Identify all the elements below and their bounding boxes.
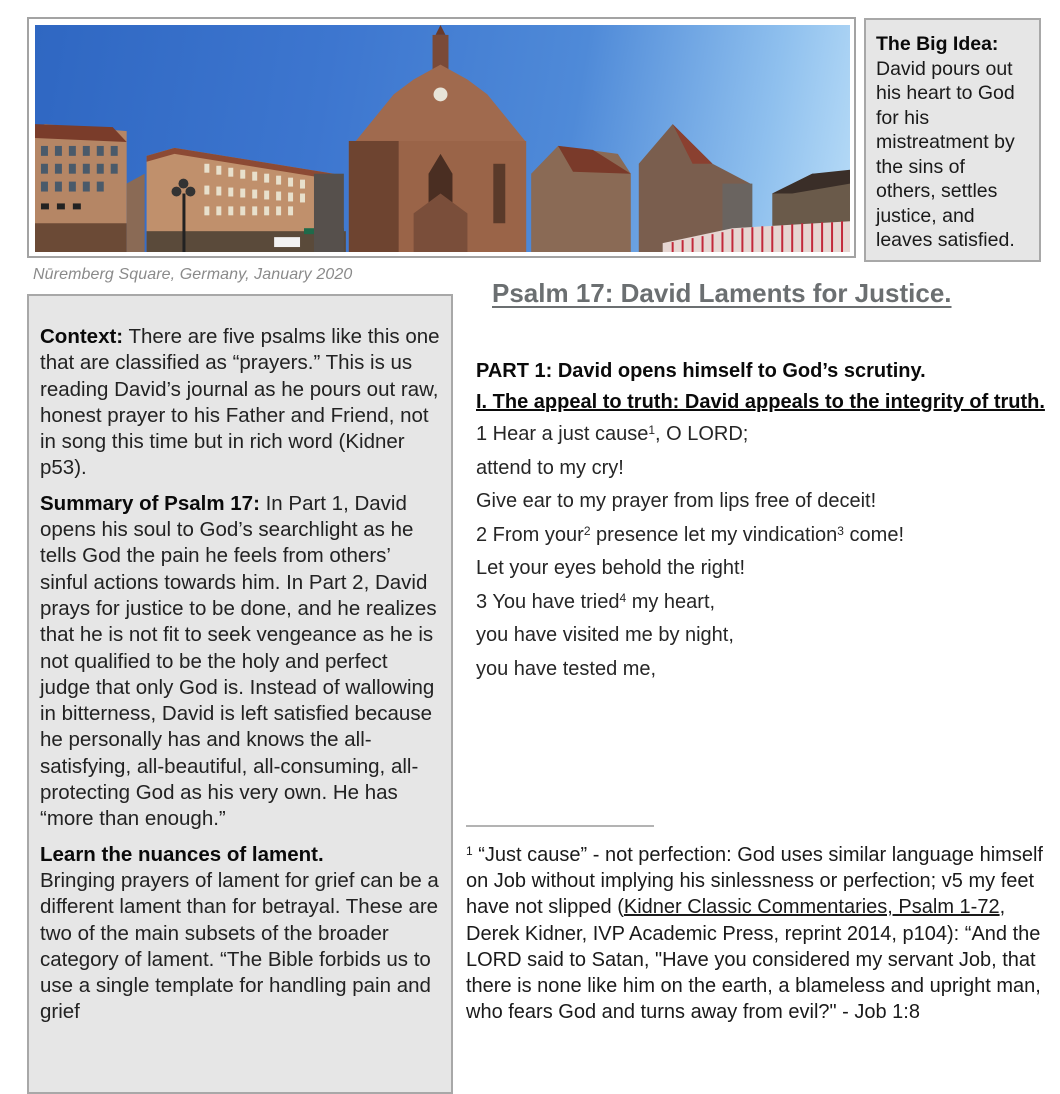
verse-line — [476, 552, 1046, 586]
footnote-marker[interactable]: 2 — [583, 523, 591, 538]
verse-line — [476, 586, 1046, 620]
verse-text: you have tested me, — [476, 657, 657, 680]
verse-line — [476, 418, 1046, 452]
context-text: There are five psalms like this one that are classified as “prayers.” This is us reading David’s journal as he pours out raw, honest prayer to his Father and Friend, not in song this time but in rich word (Kidner p53). — [40, 325, 440, 480]
summary-label: Summary of Psalm 17: — [40, 491, 260, 515]
verse-text: 2 From your — [476, 523, 584, 546]
footnote-text: , Derek Kidner, IVP Academic Press, reprint 2014, p104): “And the LORD said to Satan, "Have you considered my servant Job, that there is none like him on the earth, a blameless and upright man, who fears God and turns away from evil?" - Job 1:8 — [466, 896, 1041, 1024]
footnote-1 — [466, 842, 1051, 1025]
part-heading: PART 1: David opens himself to God’s scrutiny. — [476, 360, 926, 382]
verse-line — [476, 619, 1046, 653]
footnote-divider — [466, 825, 654, 827]
footnote-number: 1 — [466, 844, 473, 858]
footnote-marker[interactable]: 4 — [619, 590, 627, 605]
summary-paragraph — [40, 491, 441, 833]
verse-text: my heart, — [626, 590, 716, 613]
section-heading: I. The appeal to truth: David appeals to the integrity of truth. — [476, 391, 1045, 413]
verse-text: , O LORD; — [655, 423, 749, 445]
verse-text: presence let my vindication — [590, 523, 838, 546]
verse-line — [476, 519, 1046, 553]
page-title: Psalm 17: David Laments for Justice. — [492, 278, 952, 308]
nuremberg-square-photo — [35, 25, 850, 252]
verse-text: 1 Hear a just cause — [476, 423, 649, 445]
verse-text: Let your eyes behold the right! — [476, 557, 746, 579]
big-idea-text: David pours out his heart to God for his mistreatment by the sins of others, settles justice, and leaves satisfied. — [876, 57, 1015, 251]
big-idea-box — [864, 18, 1041, 262]
footnote-marker[interactable]: 1 — [648, 423, 656, 437]
commentary-reference-link[interactable]: Kidner Classic Commentaries, Psalm 1-72 — [623, 896, 1000, 919]
cityscape-illustration — [35, 25, 850, 252]
nuances-heading: Learn the nuances of lament. — [40, 842, 324, 866]
summary-text: In Part 1, David opens his soul to God’s searchlight as he tells God the pain he feels from others’ sinful actions towards him. In Part 2, David prays for justice to be done, and he realizes that he is not fit to seek vengeance as he is not qualified to be the holy and perfect judge that only God is. Instead of wallowing in bitterness, David is left satisfied because he personally has and knows the all-satisfying, all-beautiful, all-consuming, all-protecting God as his very own. He has “more than enough.” — [40, 491, 437, 831]
verse-text: Give ear to my prayer from lips free of deceit! — [476, 490, 877, 512]
photo-caption: Nūremberg Square, Germany, January 2020 — [33, 266, 353, 283]
context-sidebar — [27, 294, 453, 1094]
verse-text: attend to my cry! — [476, 456, 624, 479]
context-paragraph — [40, 324, 441, 482]
footnote-marker[interactable]: 3 — [837, 523, 844, 538]
verse-line — [476, 452, 1046, 486]
psalm-text-column — [476, 356, 1046, 686]
verse-text: come! — [843, 523, 905, 546]
big-idea-label: The Big Idea: — [876, 33, 999, 55]
verse-line — [476, 653, 1046, 687]
nuances-text: Bringing prayers of lament for grief can be a different lament than for betrayal. These are two of the main subsets of the broader category of lament. “The Bible forbids us to use a single template for handling pain and grief — [40, 868, 439, 1024]
verse-text: you have visited me by night, — [476, 624, 734, 646]
context-label: Context: — [40, 325, 124, 348]
nuances-paragraph — [40, 842, 441, 1026]
photo-frame — [27, 17, 856, 258]
verse-line — [476, 485, 1046, 519]
verse-text: 3 You have tried — [476, 590, 620, 613]
footnote-text: “Just cause” - not perfection: God uses similar language himself on Job without implying his sinlessness or perfection; v5 my feet have not slipped ( — [466, 844, 1043, 919]
